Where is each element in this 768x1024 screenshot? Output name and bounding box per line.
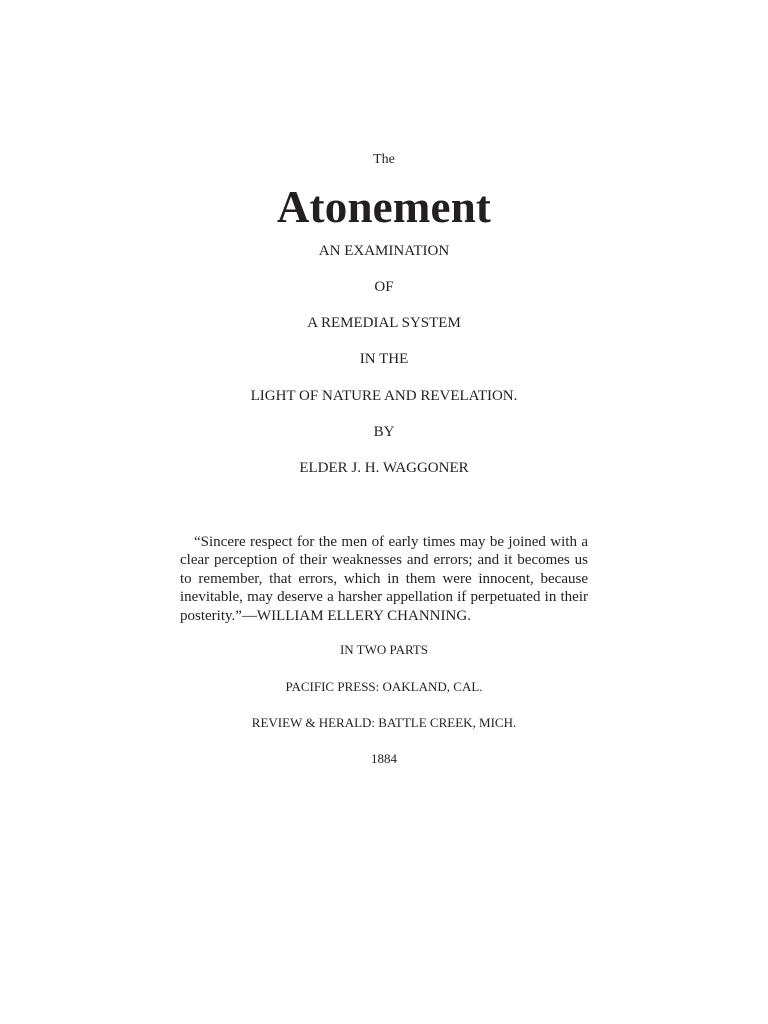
parts-note: IN TWO PARTS: [339, 642, 429, 657]
subtitle-line-2: OF: [374, 279, 394, 295]
by-line: BY: [373, 424, 395, 440]
subtitle-line-1: AN EXAMINATION: [318, 243, 450, 259]
publisher-line-1: PACIFIC PRESS: OAKLAND, CAL.: [285, 679, 483, 694]
publisher-line-2: REVIEW & HERALD: BATTLE CREEK, MICH.: [251, 715, 517, 730]
epigraph-quote: “Sincere respect for the men of early times may be joined with a clear perception of their weaknesses and errors; and it becomes us to remember, that errors, which in them were innocent, because inevitable, may deserve a harsher appellation if perpetuated in their posterity.”—WILLIAM ELLERY CHANNING.: [180, 534, 588, 624]
subtitle-line-5: LIGHT OF NATURE AND REVELATION.: [250, 388, 518, 404]
book-title: Atonement: [276, 182, 492, 232]
subtitle-line-4: IN THE: [359, 351, 409, 367]
author-name: ELDER J. H. WAGGONER: [299, 460, 469, 476]
publication-year: 1884: [371, 751, 397, 766]
subtitle-line-3: A REMEDIAL SYSTEM: [307, 315, 461, 331]
title-prefix: The: [373, 152, 395, 167]
